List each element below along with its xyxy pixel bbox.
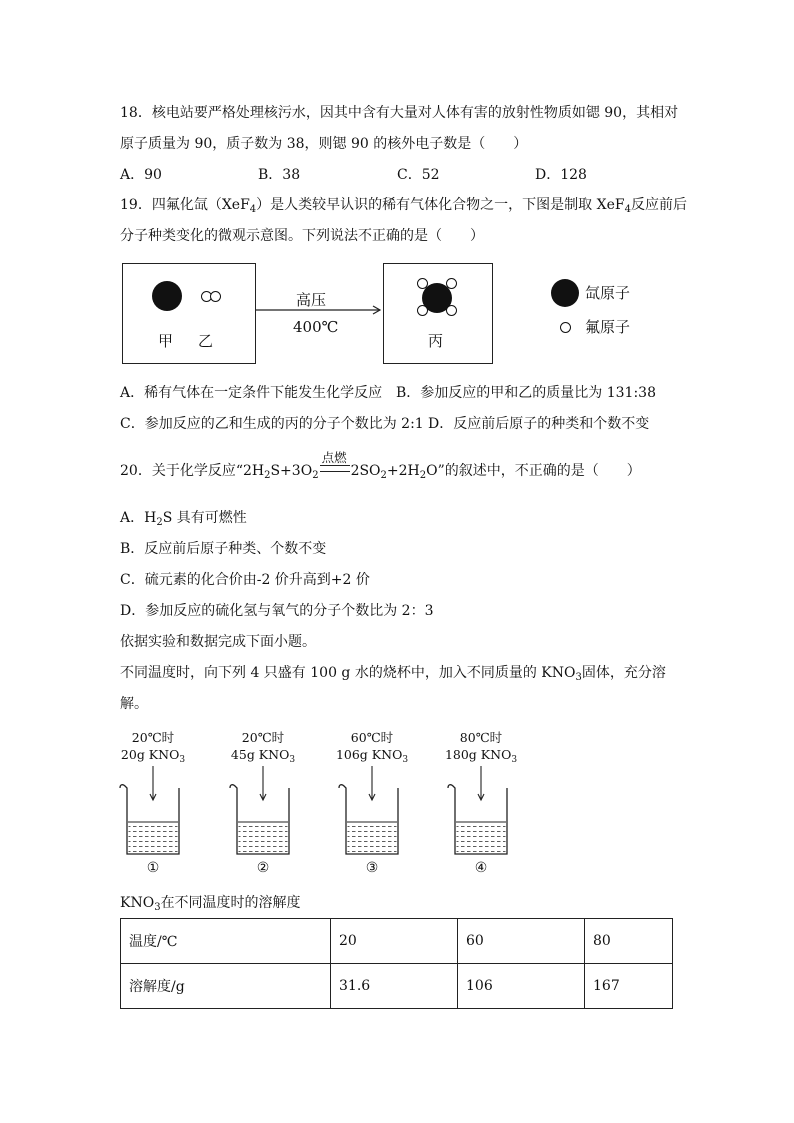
table-cell: 20 xyxy=(331,919,458,964)
q20-stem: 20．关于化学反应“$2H_2S+3O_2$ 点燃 $2SO_2+2H_2O$”的叙述中，不正确的是（ ） xyxy=(120,450,641,481)
beaker-3-temp: 60℃时 xyxy=(350,730,394,745)
q18-option-d: D．128 xyxy=(535,167,587,183)
fluorine-atom xyxy=(446,305,457,316)
beaker-1-temp: 20℃时 xyxy=(131,730,175,745)
table-row xyxy=(121,964,673,1009)
q20-option-d: D．参加反应的硫化氢与氧气的分子个数比为 2：3 xyxy=(120,603,434,619)
table-cell: 80 xyxy=(585,919,673,964)
q19-option-c: C．参加反应的乙和生成的丙的分子个数比为 2:1 xyxy=(120,416,424,432)
xenon-atom xyxy=(152,281,182,311)
beaker-2-mass: 45g $KNO_3$ xyxy=(230,747,296,765)
label-jia: 甲 xyxy=(158,332,174,350)
table-cell: 温度/℃ xyxy=(121,919,331,964)
q18-stem-line2: 原子质量为 90，质子数为 38，则锶 90 的核外电子数是（ ） xyxy=(120,136,528,152)
beaker-2-temp: 20℃时 xyxy=(241,730,285,745)
beaker-1-number: ① xyxy=(146,860,160,876)
reaction-condition xyxy=(320,450,350,481)
q18-option-c: C．52 xyxy=(397,167,440,183)
table-cell: 106 xyxy=(458,964,585,1009)
intro-line1: 依据实验和数据完成下面小题。 xyxy=(120,634,316,650)
fluorine-atom xyxy=(417,278,428,289)
q19-option-a: A．稀有气体在一定条件下能发生化学反应 xyxy=(120,385,383,401)
table-cell: 31.6 xyxy=(331,964,458,1009)
table-cell: 167 xyxy=(585,964,673,1009)
q20-option-b: B．反应前后原子种类、个数不变 xyxy=(120,541,327,557)
table-row xyxy=(121,919,673,964)
q19-stem-line2: 分子种类变化的微观示意图。下列说法不正确的是（ ） xyxy=(120,228,484,244)
fluorine-atom xyxy=(417,305,428,316)
table-cell: 60 xyxy=(458,919,585,964)
beaker-3-number: ③ xyxy=(365,860,379,876)
label-yi: 乙 xyxy=(198,332,214,350)
table-caption: $KNO_3$在不同温度时的溶解度 xyxy=(120,895,301,913)
q20-option-c: C．硫元素的化合价由-2 价升高到+2 价 xyxy=(120,572,370,588)
beaker-1-mass: 20g $KNO_3$ xyxy=(120,747,186,765)
q19-option-b: B．参加反应的甲和乙的质量比为 131:38 xyxy=(396,385,656,401)
q18-stem-line1: 18．核电站要严格处理核污水，因其中含有大量对人体有害的放射性物质如锶 90，其相对 xyxy=(120,105,679,121)
legend-fluorine-icon xyxy=(560,322,571,333)
fluorine-atom xyxy=(446,278,457,289)
reactant-box xyxy=(122,263,256,364)
q18-option-a: A．90 xyxy=(120,167,162,183)
condition-label: 点燃 xyxy=(321,450,347,465)
intro-line3: 解。 xyxy=(120,696,148,712)
beaker-4-temp: 80℃时 xyxy=(459,730,503,745)
beaker-3-mass: 106g $KNO_3$ xyxy=(335,747,409,765)
solubility-table xyxy=(120,918,673,1009)
beaker-2-number: ② xyxy=(256,860,270,876)
arrow-condition-temperature: 400℃ xyxy=(293,318,339,336)
legend-xenon-label: 氙原子 xyxy=(585,284,631,302)
beaker-illustration xyxy=(115,764,535,860)
table-cell: 溶解度/g xyxy=(121,964,331,1009)
legend-fluorine-label: 氟原子 xyxy=(585,318,631,336)
arrow-condition-pressure: 高压 xyxy=(296,291,327,309)
beaker-4-number: ④ xyxy=(474,860,488,876)
q18-option-b: B．38 xyxy=(258,167,301,183)
label-bing: 丙 xyxy=(428,332,444,350)
intro-line2: 不同温度时，向下列 4 只盛有 100 g 水的烧杯中，加入不同质量的 $KNO_3$固体，充分溶 xyxy=(120,665,666,683)
q19-option-d: D．反应前后原子的种类和个数不变 xyxy=(428,416,650,432)
legend-xenon-icon xyxy=(551,279,579,307)
fluorine-atom xyxy=(210,291,221,302)
beaker-4-mass: 180g $KNO_3$ xyxy=(444,747,518,765)
q20-option-a: A．$H_2S$ 具有可燃性 xyxy=(120,510,247,528)
q19-stem-line1: 19．四氟化氙（XeF$_4$）是人类较早认识的稀有气体化合物之一，下图是制取 XeF$_4$反应前后 xyxy=(120,197,687,215)
